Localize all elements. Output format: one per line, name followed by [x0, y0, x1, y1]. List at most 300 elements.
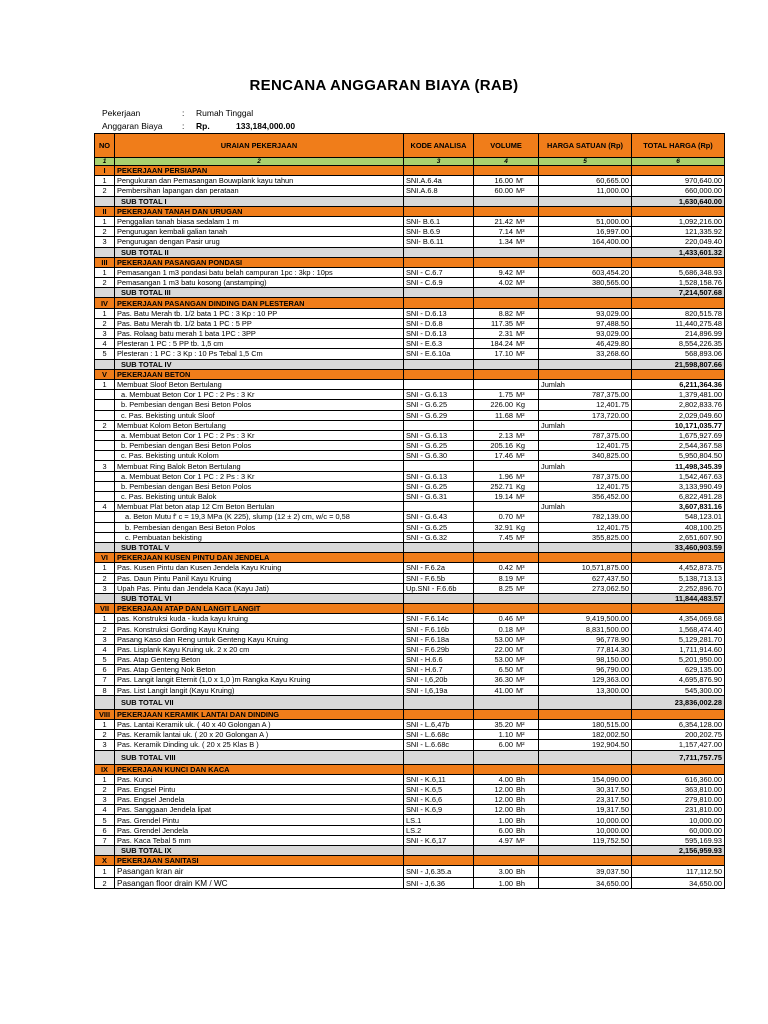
item-volume [474, 390, 539, 400]
item-harga-satuan: 380,565.00 [539, 278, 632, 288]
item-total-harga: 60,000.00 [632, 825, 725, 835]
row-no: 5 [95, 815, 115, 825]
volume-unit: M² [516, 308, 525, 318]
row-no: 2 [95, 784, 115, 794]
row-no: 5 [95, 349, 115, 359]
empty-kode [404, 247, 474, 257]
item-volume [474, 522, 539, 532]
row-no [95, 390, 115, 400]
row-no: 1 [95, 216, 115, 226]
section-row [95, 604, 725, 614]
volume-unit: M² [516, 451, 525, 461]
empty-kode [404, 750, 474, 764]
index-cell: 6 [632, 158, 725, 166]
item-harga-satuan: 96,790.00 [539, 665, 632, 675]
item-harga-satuan: 119,752.50 [539, 835, 632, 845]
item-total-harga: 220,049.40 [632, 237, 725, 247]
volume-value: 36.30 [494, 675, 513, 685]
subtotal-row [95, 593, 725, 603]
item-row [95, 624, 725, 634]
item-description: Pas. Keramik lantai uk. ( 20 x 20 Golongan A ) [115, 730, 404, 740]
item-row [95, 451, 725, 461]
item-total-harga: 820,515.78 [632, 308, 725, 318]
empty-kode [404, 764, 474, 774]
volume-unit: M² [516, 318, 525, 328]
subtotal-row [95, 196, 725, 206]
section-title: PEKERJAAN KUNCI DAN KACA [115, 764, 404, 774]
volume-unit: Bh [516, 784, 526, 794]
item-kode: SNI - G.6.13 [404, 390, 474, 400]
empty-kode [404, 604, 474, 614]
empty-kode [404, 257, 474, 267]
row-no [95, 410, 115, 420]
item-total-harga: 6,822,491.28 [632, 492, 725, 502]
volume-value: 41.00 [494, 685, 513, 695]
item-row [95, 318, 725, 328]
item-row [95, 825, 725, 835]
volume-unit: M³ [516, 614, 525, 624]
group-total: 6,211,364.36 [632, 379, 725, 389]
empty-kode [404, 709, 474, 719]
volume-value: 117.35 [490, 318, 513, 328]
pekerjaan-label: Pekerjaan [102, 108, 141, 118]
volume-unit: M² [516, 532, 525, 542]
subtotal-value: 1,433,601.32 [632, 247, 725, 257]
item-volume [474, 563, 539, 573]
item-row [95, 784, 725, 794]
volume-value: 2.13 [498, 430, 513, 440]
row-no: 3 [95, 634, 115, 644]
volume-value: 22.00 [494, 644, 513, 654]
empty-harga [539, 369, 632, 379]
item-row [95, 400, 725, 410]
row-no: 8 [95, 685, 115, 695]
volume-value: 9.42 [498, 267, 513, 277]
item-kode: SNI - I,6,20b [404, 675, 474, 685]
header-uraian: URAIAN PEKERJAAN [115, 134, 404, 158]
item-kode: LS.2 [404, 825, 474, 835]
item-description: Pasang Kaso dan Reng untuk Genteng Kayu Kruing [115, 634, 404, 644]
volume-unit: M² [516, 186, 525, 196]
empty-volume [474, 206, 539, 216]
item-description: Pas. Atap Genteng Nok Beton [115, 665, 404, 675]
volume-value: 252.71 [490, 481, 513, 491]
subtotal-row [95, 846, 725, 856]
item-row [95, 390, 725, 400]
empty-volume [474, 846, 539, 856]
empty-kode [404, 695, 474, 709]
volume-unit: Bh [516, 825, 526, 835]
volume-value: 1.00 [498, 815, 513, 825]
item-volume [474, 278, 539, 288]
empty-volume [474, 695, 539, 709]
item-total-harga: 408,100.25 [632, 522, 725, 532]
volume-unit: M³ [516, 390, 525, 400]
volume-unit: M' [516, 176, 524, 186]
item-total-harga: 629,135.00 [632, 665, 725, 675]
index-cell: 4 [474, 158, 539, 166]
row-no: 1 [95, 614, 115, 624]
row-no: 1 [95, 563, 115, 573]
item-volume [474, 339, 539, 349]
item-kode: SNI - C.6.7 [404, 267, 474, 277]
row-no [95, 247, 115, 257]
empty-kode [404, 846, 474, 856]
item-kode: SNI - F.6.16b [404, 624, 474, 634]
index-cell: 2 [115, 158, 404, 166]
item-harga-satuan: 16,997.00 [539, 227, 632, 237]
row-no [95, 471, 115, 481]
item-description: Pas. Lisplank Kayu Kruing uk. 2 x 20 cm [115, 644, 404, 654]
subtotal-row [95, 695, 725, 709]
item-kode: SNI.A.6.8 [404, 186, 474, 196]
item-description: Plesteran : 1 PC : 3 Kp : 10 Ps Tebal 1,5 Cm [115, 349, 404, 359]
row-no: 2 [95, 420, 115, 430]
item-total-harga: 363,810.00 [632, 784, 725, 794]
empty-volume [474, 764, 539, 774]
row-no: 4 [95, 805, 115, 815]
empty-volume [474, 196, 539, 206]
item-total-harga: 6,354,128.00 [632, 719, 725, 729]
volume-value: 226.00 [490, 400, 513, 410]
item-volume [474, 644, 539, 654]
subtotal-value: 21,598,807.66 [632, 359, 725, 369]
item-row [95, 815, 725, 825]
item-volume [474, 877, 539, 889]
item-total-harga: 200,202.75 [632, 730, 725, 740]
item-row [95, 774, 725, 784]
item-volume [474, 512, 539, 522]
item-total-harga: 117,112.50 [632, 866, 725, 878]
row-no: 1 [95, 379, 115, 389]
row-no: 4 [95, 502, 115, 512]
empty-volume [474, 369, 539, 379]
item-kode: SNI - H.6.6 [404, 655, 474, 665]
volume-value: 16.00 [494, 176, 513, 186]
section-row [95, 369, 725, 379]
item-total-harga: 121,335.92 [632, 227, 725, 237]
item-total-harga: 4,695,876.90 [632, 675, 725, 685]
volume-unit: M³ [516, 563, 525, 573]
item-total-harga: 568,893.06 [632, 349, 725, 359]
index-cell: 1 [95, 158, 115, 166]
empty-harga [539, 553, 632, 563]
item-row [95, 835, 725, 845]
item-volume [474, 835, 539, 845]
subtotal-row [95, 542, 725, 552]
item-description: Pas. Daun Pintu Panil Kayu Kruing [115, 573, 404, 583]
row-no: 3 [95, 329, 115, 339]
volume-value: 32.91 [494, 522, 513, 532]
volume-unit: M' [516, 685, 524, 695]
item-kode: SNI - G.6.31 [404, 492, 474, 502]
volume-value: 53.00 [494, 634, 513, 644]
volume-value: 4.00 [498, 774, 513, 784]
section-title: PEKERJAAN PERSIAPAN [115, 166, 404, 176]
item-kode: SNI - L.6,47b [404, 719, 474, 729]
item-total-harga: 2,802,833.76 [632, 400, 725, 410]
item-harga-satuan: 10,000.00 [539, 815, 632, 825]
row-no [95, 492, 115, 502]
row-no: 5 [95, 655, 115, 665]
row-no: 1 [95, 719, 115, 729]
volume-unit: M² [516, 349, 525, 359]
volume-value: 7.45 [498, 532, 513, 542]
rab-table [94, 133, 725, 889]
item-description: Pas. Batu Merah tb. 1/2 bata 1 PC : 3 Kp : 10 PP [115, 308, 404, 318]
item-kode: SNI- B.6.11 [404, 237, 474, 247]
item-total-harga: 2,544,367.58 [632, 441, 725, 451]
subtotal-label: SUB TOTAL VI [115, 593, 404, 603]
volume-value: 12.00 [494, 795, 513, 805]
item-kode: LS.1 [404, 815, 474, 825]
empty-harga [539, 196, 632, 206]
section-row [95, 166, 725, 176]
item-description: Pasangan floor drain KM / WC [115, 877, 404, 889]
item-row [95, 685, 725, 695]
section-title: PEKERJAAN PASANGAN DINDING DAN PLESTERAN [115, 298, 404, 308]
item-description: Pas. Keramik Dinding uk. ( 20 x 25 Klas B ) [115, 740, 404, 750]
volume-value: 0.70 [498, 512, 513, 522]
item-row [95, 267, 725, 277]
item-kode: SNI - K.6,9 [404, 805, 474, 815]
volume-unit: Bh [516, 774, 526, 784]
item-volume [474, 532, 539, 542]
volume-value: 12.00 [494, 805, 513, 815]
row-no: 2 [95, 227, 115, 237]
row-no: 3 [95, 740, 115, 750]
item-description: b. Pembesian dengan Besi Beton Polos [115, 400, 404, 410]
item-description: Pas. Kaca Tebal 5 mm [115, 835, 404, 845]
empty-kode [404, 298, 474, 308]
item-row [95, 308, 725, 318]
empty-volume [474, 709, 539, 719]
volume-unit: M² [516, 339, 525, 349]
item-total-harga: 545,300.00 [632, 685, 725, 695]
volume-unit: M³ [516, 278, 525, 288]
empty-total [632, 856, 725, 866]
item-volume [474, 805, 539, 815]
item-description: Pas. Kunci [115, 774, 404, 784]
subtotal-label: SUB TOTAL II [115, 247, 404, 257]
item-harga-satuan: 12,401.75 [539, 522, 632, 532]
item-harga-satuan: 46,429.80 [539, 339, 632, 349]
empty-kode [404, 856, 474, 866]
item-description: Pemasangan 1 m3 pondasi batu belah campuran 1pc : 3kp : 10ps [115, 267, 404, 277]
empty-harga [539, 206, 632, 216]
empty-volume [474, 247, 539, 257]
volume-value: 12.00 [494, 784, 513, 794]
row-no: 1 [95, 308, 115, 318]
group-title: Membuat Kolom Beton Bertulang [115, 420, 404, 430]
volume-value: 0.46 [498, 614, 513, 624]
row-no: VII [95, 604, 115, 614]
item-total-harga: 279,810.00 [632, 795, 725, 805]
volume-value: 4.02 [498, 278, 513, 288]
subtotal-row [95, 359, 725, 369]
group-jumlah-label: Jumlah [539, 461, 632, 471]
anggaran-colon: : [182, 121, 185, 131]
volume-value: 0.42 [498, 563, 513, 573]
row-no [95, 593, 115, 603]
row-no: 1 [95, 774, 115, 784]
section-title: PEKERJAAN TANAH DAN URUGAN [115, 206, 404, 216]
item-volume [474, 740, 539, 750]
item-kode: SNI - F.6.2a [404, 563, 474, 573]
empty-total [632, 166, 725, 176]
item-row [95, 410, 725, 420]
item-volume [474, 308, 539, 318]
row-no: IV [95, 298, 115, 308]
item-kode: SNI - G.6.30 [404, 451, 474, 461]
item-description: b. Pembesian dengan Besi Beton Polos [115, 522, 404, 532]
item-harga-satuan: 9,419,500.00 [539, 614, 632, 624]
item-kode: SNI - H.6.7 [404, 665, 474, 675]
item-total-harga: 1,379,481.00 [632, 390, 725, 400]
row-no: 1 [95, 866, 115, 878]
item-row [95, 675, 725, 685]
item-description: Pas. Langit langit Eternit (1,0 x 1,0 )m Rangka Kayu Kruing [115, 675, 404, 685]
item-kode: SNI - I,6,19a [404, 685, 474, 695]
subtotal-row [95, 247, 725, 257]
subtotal-label: SUB TOTAL I [115, 196, 404, 206]
volume-unit: M² [516, 675, 525, 685]
item-total-harga: 10,000.00 [632, 815, 725, 825]
item-row [95, 573, 725, 583]
section-title: PEKERJAAN SANITASI [115, 856, 404, 866]
volume-unit: M' [516, 644, 524, 654]
section-row [95, 709, 725, 719]
item-harga-satuan: 182,002.50 [539, 730, 632, 740]
volume-value: 0.18 [498, 624, 513, 634]
anggaran-currency: Rp. [196, 121, 210, 131]
row-no: 2 [95, 278, 115, 288]
empty-total [632, 369, 725, 379]
volume-unit: M' [516, 665, 524, 675]
item-harga-satuan: 39,037.50 [539, 866, 632, 878]
volume-unit: M³ [516, 512, 525, 522]
item-kode: SNI- B.6.1 [404, 216, 474, 226]
empty-volume [474, 257, 539, 267]
item-total-harga: 34,650.00 [632, 877, 725, 889]
item-harga-satuan: 8,831,500.00 [539, 624, 632, 634]
volume-unit: M² [516, 573, 525, 583]
item-harga-satuan: 173,720.00 [539, 410, 632, 420]
empty-volume [474, 856, 539, 866]
empty-kode [404, 379, 474, 389]
section-row [95, 206, 725, 216]
item-description: c. Pembuatan bekisting [115, 532, 404, 542]
item-row [95, 665, 725, 675]
group-row [95, 379, 725, 389]
volume-unit: M² [516, 740, 525, 750]
item-description: b. Pembesian dengan Besi Beton Polos [115, 481, 404, 491]
item-kode: SNI - D.6.8 [404, 318, 474, 328]
empty-harga [539, 764, 632, 774]
empty-harga [539, 257, 632, 267]
empty-total [632, 604, 725, 614]
item-description: Upah Pas. Pintu dan Jendela Kaca (Kayu Jati) [115, 583, 404, 593]
empty-harga [539, 166, 632, 176]
subtotal-label: SUB TOTAL IV [115, 359, 404, 369]
row-no [95, 481, 115, 491]
volume-unit: Bh [516, 878, 526, 888]
item-kode: SNI - G.6.13 [404, 430, 474, 440]
empty-total [632, 206, 725, 216]
empty-harga [539, 709, 632, 719]
row-no: V [95, 369, 115, 379]
item-description: pas. Konstruksi kuda - kuda kayu kruing [115, 614, 404, 624]
item-description: Pas. Grendel Pintu [115, 815, 404, 825]
item-row [95, 877, 725, 889]
empty-kode [404, 553, 474, 563]
header-kode: KODE ANALISA [404, 134, 474, 158]
item-total-harga: 1,568,474.40 [632, 624, 725, 634]
item-row [95, 583, 725, 593]
item-total-harga: 2,651,607.90 [632, 532, 725, 542]
pekerjaan-value: Rumah Tinggal [196, 108, 254, 118]
empty-kode [404, 288, 474, 298]
empty-harga [539, 750, 632, 764]
volume-value: 17.10 [494, 349, 513, 359]
volume-value: 6.00 [498, 740, 513, 750]
item-volume [474, 349, 539, 359]
item-kode: SNI - G.6.13 [404, 471, 474, 481]
empty-kode [404, 196, 474, 206]
item-total-harga: 660,000.00 [632, 186, 725, 196]
item-harga-satuan: 180,515.00 [539, 719, 632, 729]
item-kode: SNI - L.6.68c [404, 740, 474, 750]
volume-unit: Bh [516, 815, 526, 825]
section-title: PEKERJAAN KERAMIK LANTAI DAN DINDING [115, 709, 404, 719]
empty-volume [474, 604, 539, 614]
item-description: Pas. Atap Genteng Beton [115, 655, 404, 665]
group-jumlah-label: Jumlah [539, 379, 632, 389]
volume-unit: M² [516, 730, 525, 740]
empty-kode [404, 542, 474, 552]
row-no: X [95, 856, 115, 866]
anggaran-value: 133,184,000.00 [236, 121, 296, 131]
item-kode: SNI - K.6,17 [404, 835, 474, 845]
item-kode: SNI - G.6.29 [404, 410, 474, 420]
row-no: 3 [95, 237, 115, 247]
item-row [95, 719, 725, 729]
item-row [95, 216, 725, 226]
item-harga-satuan: 340,825.00 [539, 451, 632, 461]
item-volume [474, 237, 539, 247]
section-title: PEKERJAAN BETON [115, 369, 404, 379]
item-kode: SNI - G.6.25 [404, 522, 474, 532]
item-volume [474, 400, 539, 410]
empty-harga [539, 593, 632, 603]
group-row [95, 461, 725, 471]
item-kode: SNI - J,6.35.a [404, 866, 474, 878]
item-row [95, 441, 725, 451]
item-kode: SNI.A.6.4a [404, 176, 474, 186]
row-no [95, 512, 115, 522]
item-row [95, 614, 725, 624]
volume-unit: M² [516, 583, 525, 593]
item-volume [474, 825, 539, 835]
empty-harga [539, 359, 632, 369]
item-kode: SNI - K.6,5 [404, 784, 474, 794]
item-volume [474, 634, 539, 644]
row-no [95, 430, 115, 440]
subtotal-value: 33,460,903.59 [632, 542, 725, 552]
item-harga-satuan: 60,665.00 [539, 176, 632, 186]
volume-unit: M² [516, 835, 525, 845]
item-harga-satuan: 355,825.00 [539, 532, 632, 542]
